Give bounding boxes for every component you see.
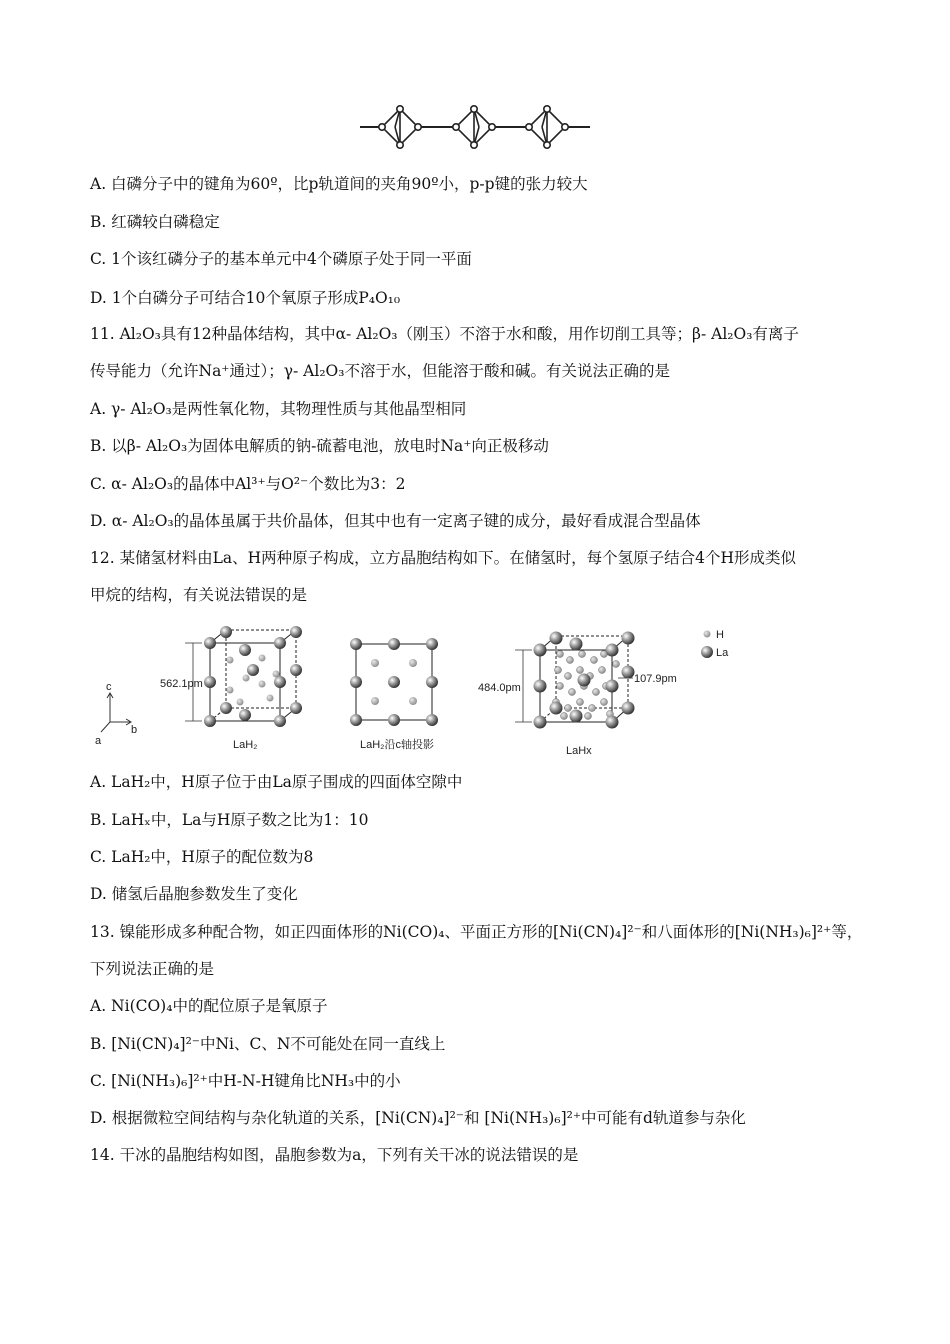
- axis-c-label: c: [106, 681, 112, 693]
- q11-stem-line-2: 传导能力（允许Na⁺通过）；γ- Al₂O₃不溶于水，但能溶于酸和碱。有关说法正确的是: [90, 362, 670, 380]
- q12-option-b: B. LaHₓ中，La与H原子数之比为1：10: [90, 811, 369, 829]
- q10-option-d: D. 1个白磷分子可结合10个氧原子形成P₄O₁₀: [90, 289, 401, 307]
- lah2-label: LaH₂: [233, 739, 258, 751]
- q11-option-d: D. α- Al₂O₃的晶体虽属于共价晶体，但其中也有一定离子键的成分，最好看成混合型晶体: [90, 512, 701, 530]
- q10-option-b: B. 红磷较白磷稳定: [90, 213, 220, 231]
- lah2-cell-dimension: 562.1pm: [160, 678, 203, 690]
- p-unit-1: [379, 106, 421, 148]
- lahx-unit-cell: [478, 632, 677, 729]
- q12-option-d: D. 储氢后晶胞参数发生了变化: [90, 885, 298, 903]
- q12-stem-line-1: 12. 某储氢材料由La、H两种原子构成，立方晶胞结构如下。在储氢时，每个氢原子结合4个H形成类似: [90, 549, 797, 567]
- legend-la-label: La: [716, 647, 729, 659]
- q13-stem-line-2: 下列说法正确的是: [90, 960, 215, 978]
- q13-option-c: C. [Ni(NH₃)₆]²⁺中H-N-H键角比NH₃中的小: [90, 1072, 401, 1090]
- projection-label: LaH₂沿c轴投影: [360, 739, 434, 751]
- q14-stem: 14. 干冰的晶胞结构如图，晶胞参数为a，下列有关干冰的说法错误的是: [90, 1146, 579, 1164]
- axis-b-label: b: [131, 724, 138, 736]
- lahx-cell-dimension: 484.0pm: [478, 682, 521, 694]
- lah2-unit-cell: [160, 626, 302, 727]
- q12-option-a: A. LaH₂中，H原子位于由La原子围成的四面体空隙中: [90, 773, 463, 791]
- p-unit-2: [453, 106, 495, 148]
- q11-stem-line-1: 11. Al₂O₃具有12种晶体结构，其中α- Al₂O₃（刚玉）不溶于水和酸，用作切削工具等；β- Al₂O₃有离子: [90, 325, 799, 343]
- axis-a-label: a: [95, 735, 102, 747]
- q11-option-c: C. α- Al₂O₃的晶体中Al³⁺与O²⁻个数比为3：2: [90, 475, 406, 493]
- lah2-c-axis-projection: [350, 638, 438, 726]
- legend-h-label: H: [716, 629, 724, 641]
- q10-option-c: C. 1个该红磷分子的基本单元中4个磷原子处于同一平面: [90, 250, 472, 268]
- q13-option-b: B. [Ni(CN)₄]²⁻中Ni、C、N不可能处在同一直线上: [90, 1035, 446, 1053]
- q13-option-a: A. Ni(CO)₄中的配位原子是氧原子: [90, 997, 328, 1015]
- q12-stem-line-2: 甲烷的结构，有关说法错误的是: [90, 586, 308, 604]
- lah-crystal-figure: [90, 620, 750, 765]
- p-unit-3: [526, 106, 568, 148]
- q13-option-d: D. 根据微粒空间结构与杂化轨道的关系，[Ni(CN)₄]²⁻和 [Ni(NH₃)₆]²⁺中可能有d轨道参与杂化: [90, 1109, 746, 1127]
- q11-option-b: B. 以β- Al₂O₃为固体电解质的钠-硫蓄电池，放电时Na⁺向正极移动: [90, 437, 549, 455]
- red-phosphorus-chain-figure: [355, 104, 595, 150]
- q12-option-c: C. LaH₂中，H原子的配位数为8: [90, 848, 314, 866]
- legend: [701, 629, 729, 659]
- h-h-distance: 107.9pm: [634, 673, 677, 685]
- q13-stem-line-1: 13. 镍能形成多种配合物，如正四面体形的Ni(CO)₄、平面正方形的[Ni(CN)₄]²⁻和八面体形的[Ni(NH₃)₆]²⁺等，: [90, 923, 863, 941]
- axes-indicator: [101, 693, 131, 732]
- lahx-label: LaHx: [566, 745, 592, 757]
- q11-option-a: A. γ- Al₂O₃是两性氧化物，其物理性质与其他晶型相同: [90, 400, 467, 418]
- q10-option-a: A. 白磷分子中的键角为60º，比p轨道间的夹角90º小，p-p键的张力较大: [90, 175, 588, 193]
